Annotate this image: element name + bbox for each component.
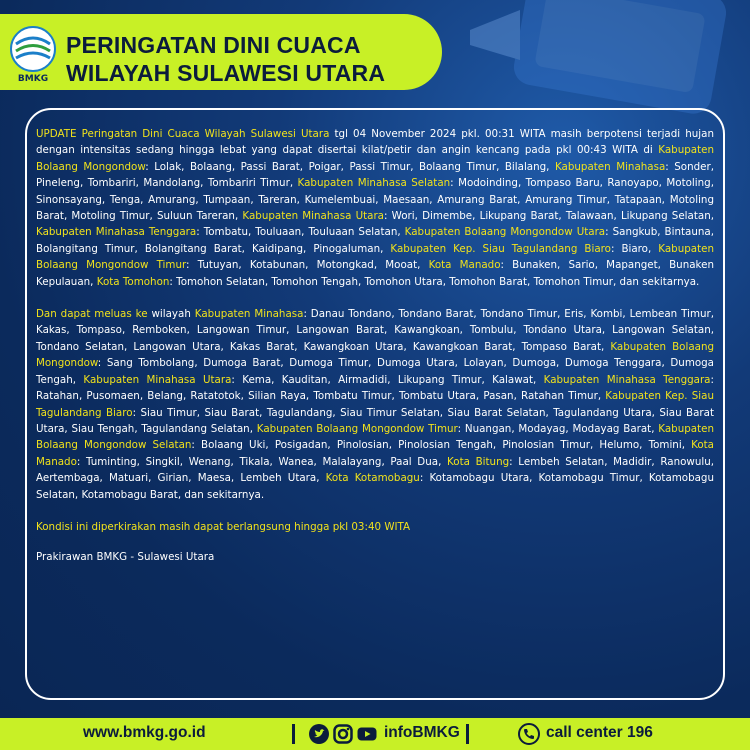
region-name: Kabupaten Bolaang Mongondow Utara bbox=[404, 226, 606, 239]
bmkg-logo bbox=[8, 24, 58, 84]
region-name: Kabupaten Minahasa bbox=[554, 160, 666, 173]
phone-icon bbox=[518, 723, 540, 745]
twitter-icon[interactable] bbox=[309, 724, 329, 744]
call-center-text[interactable]: call center 196 bbox=[546, 724, 653, 741]
district-list-text: : Lolak, Bolaang, Passi Barat, Poigar, Passi Timur, Bolaang Timur, Bilalang, bbox=[145, 160, 555, 173]
region-name: Kabupaten Minahasa Utara bbox=[83, 373, 232, 386]
district-list-text: : Siau Timur, Siau Barat, Tagulandang, Siau Timur Selatan, Siau Barat Selatan, Tagulandang Utara, Siau Barat Utara, Siau Tengah, Tagulandang Selatan, bbox=[36, 406, 714, 435]
region-name: Kabupaten Minahasa Utara bbox=[242, 210, 384, 223]
logo-text: BMKG bbox=[17, 74, 49, 84]
district-list-text: : Kotamobagu Utara, Kotamobagu Timur, Kotamobagu Selatan, Kotamobagu Barat, dan sekitarnya. bbox=[36, 472, 714, 501]
region-name: Kabupaten Minahasa Tenggara bbox=[36, 226, 197, 239]
page-title-line1: PERINGATAN DINI CUACA bbox=[66, 32, 361, 58]
district-list-text: : Ratahan, Pusomaen, Belang, Ratatotok, Silian Raya, Tombatu Timur, Tombatu Utara, Pasan, Ratahan Timur, bbox=[36, 373, 714, 403]
district-list-text: : Lembeh Selatan, Madidir, Ranowulu, Aertembaga, Matuari, Girian, Maesa, Lembeh Utara, bbox=[36, 455, 715, 485]
region-name: Kabupaten Bolaang Mongondow Timur bbox=[256, 422, 458, 435]
region-name: Dan dapat meluas ke bbox=[36, 308, 148, 321]
district-list-text: : Tombatu, Touluaan, Touluaan Selatan, bbox=[196, 226, 405, 239]
district-list-text: : Bolaang Uki, Posigadan, Pinolosian, Pinolosian Tengah, Pinolosian Timur, Helumo, Tomini, bbox=[191, 439, 692, 452]
district-list-text: : Tomohon Selatan, Tomohon Tengah, Tomohon Utara, Tomohon Barat, Tomohon Timur, dan sekitarnya. bbox=[169, 275, 700, 288]
condition-text: Kondisi ini diperkirakan masih dapat berlangsung hingga pkl 03:40 WITA bbox=[36, 520, 411, 533]
district-list-text: : Sang Tombolang, Dumoga Barat, Dumoga Timur, Dumoga Utara, Lolayan, Dumoga, Dumoga Tenggara, Dumoga Tengah, bbox=[36, 357, 714, 386]
district-list-text: : Sangkub, Bintauna, Bolangitang Timur, Bolangitang Barat, Kaidipang, Pinogaluman, bbox=[36, 226, 714, 255]
warning-paragraph-2 bbox=[36, 306, 714, 503]
region-name: Kota Bitung bbox=[447, 455, 510, 468]
region-name: Kabupaten Bolaang Mongondow bbox=[36, 340, 715, 370]
district-list-text: : Sonder, Pineleng, Tombariri, Mandolang, Tombariri Timur, bbox=[36, 160, 715, 190]
instagram-icon[interactable] bbox=[333, 724, 353, 744]
footer-divider bbox=[466, 724, 469, 744]
region-name: Kabupaten Minahasa Selatan bbox=[297, 177, 451, 190]
district-list-text: : Wori, Dimembe, Likupang Barat, Talawaan, Likupang Selatan, bbox=[384, 210, 714, 223]
district-list-text: : Tutuyan, Kotabunan, Motongkad, Mooat, bbox=[186, 259, 429, 272]
footer-divider bbox=[292, 724, 295, 744]
header-banner bbox=[0, 14, 442, 90]
district-list-text: : Nuangan, Modayag, Modayag Barat, bbox=[457, 422, 659, 435]
region-name: Kota Tomohon bbox=[96, 275, 170, 288]
region-name: Kota Manado bbox=[36, 439, 714, 468]
region-name: Kabupaten Kep. Siau Tagulandang Biaro bbox=[36, 390, 714, 419]
region-name: Kota Kotamobagu bbox=[325, 472, 420, 485]
district-list-text: : Tuminting, Singkil, Wenang, Tikala, Wanea, Malalayang, Paal Dua, bbox=[76, 455, 448, 468]
warning-paragraph-1 bbox=[36, 126, 714, 290]
region-name: Kabupaten Bolaang Mongondow Timur bbox=[36, 242, 714, 272]
youtube-icon[interactable] bbox=[357, 724, 377, 744]
district-list-text: : Biaro, bbox=[610, 242, 659, 255]
region-name: Kabupaten Kep. Siau Tagulandang Biaro bbox=[390, 242, 611, 255]
region-name: Kabupaten Minahasa bbox=[194, 308, 304, 321]
social-handle[interactable]: infoBMKG bbox=[384, 724, 460, 741]
forecaster-signature: Prakirawan BMKG - Sulawesi Utara bbox=[36, 551, 215, 564]
district-list-text: : Danau Tondano, Tondano Barat, Tondano Timur, Eris, Kombi, Lembean Timur, Kakas, Tompaso, Remboken, Langowan Timur, Langowan Barat, Kawangkoan, Tombulu, Tondano Utara, Langowan Selatan, Tondano Selatan, Langowan Utara, Kakas Barat, Kawangkoan Utara, Kawangkoan Barat, Tompaso Barat, bbox=[36, 308, 715, 353]
region-name: Kabupaten Minahasa Tenggara bbox=[543, 373, 711, 386]
district-list-text: : Kema, Kauditan, Airmadidi, Likupang Timur, Kalawat, bbox=[231, 373, 544, 386]
footer-bar bbox=[0, 718, 750, 750]
website-link[interactable]: www.bmkg.go.id bbox=[83, 724, 206, 741]
district-list-text: : Modoinding, Tompaso Baru, Ranoyapo, Motoling, Sinonsayang, Tenga, Amurang, Tumpaan, Tareran, Kumelembuai, Maesaan, Amurang Barat, Amurang Timur, Tatapaan, Motoling Barat, Motoling Timur, Suluun Tareran, bbox=[36, 177, 714, 223]
district-list-text: wilayah bbox=[147, 308, 195, 321]
page-title-line2: WILAYAH SULAWESI UTARA bbox=[66, 60, 386, 86]
region-name: Kabupaten Bolaang Mongondow Selatan bbox=[36, 422, 714, 452]
district-list-text: tgl 04 November 2024 pkl. 00:31 WITA masih berpotensi terjadi hujan dengan intensitas sedang hingga lebat yang dapat disertai kilat/petir dan angin kencang pada pkl 00:43 WITA di bbox=[36, 128, 714, 157]
district-list-text: : Bunaken, Sario, Mapanget, Bunaken Kepulauan, bbox=[36, 259, 714, 288]
region-name: UPDATE Peringatan Dini Cuaca Wilayah Sulawesi Utara bbox=[36, 128, 330, 140]
region-name: Kabupaten Bolaang Mongondow bbox=[36, 144, 714, 173]
region-name: Kota Manado bbox=[428, 259, 501, 272]
warning-content bbox=[36, 126, 714, 582]
